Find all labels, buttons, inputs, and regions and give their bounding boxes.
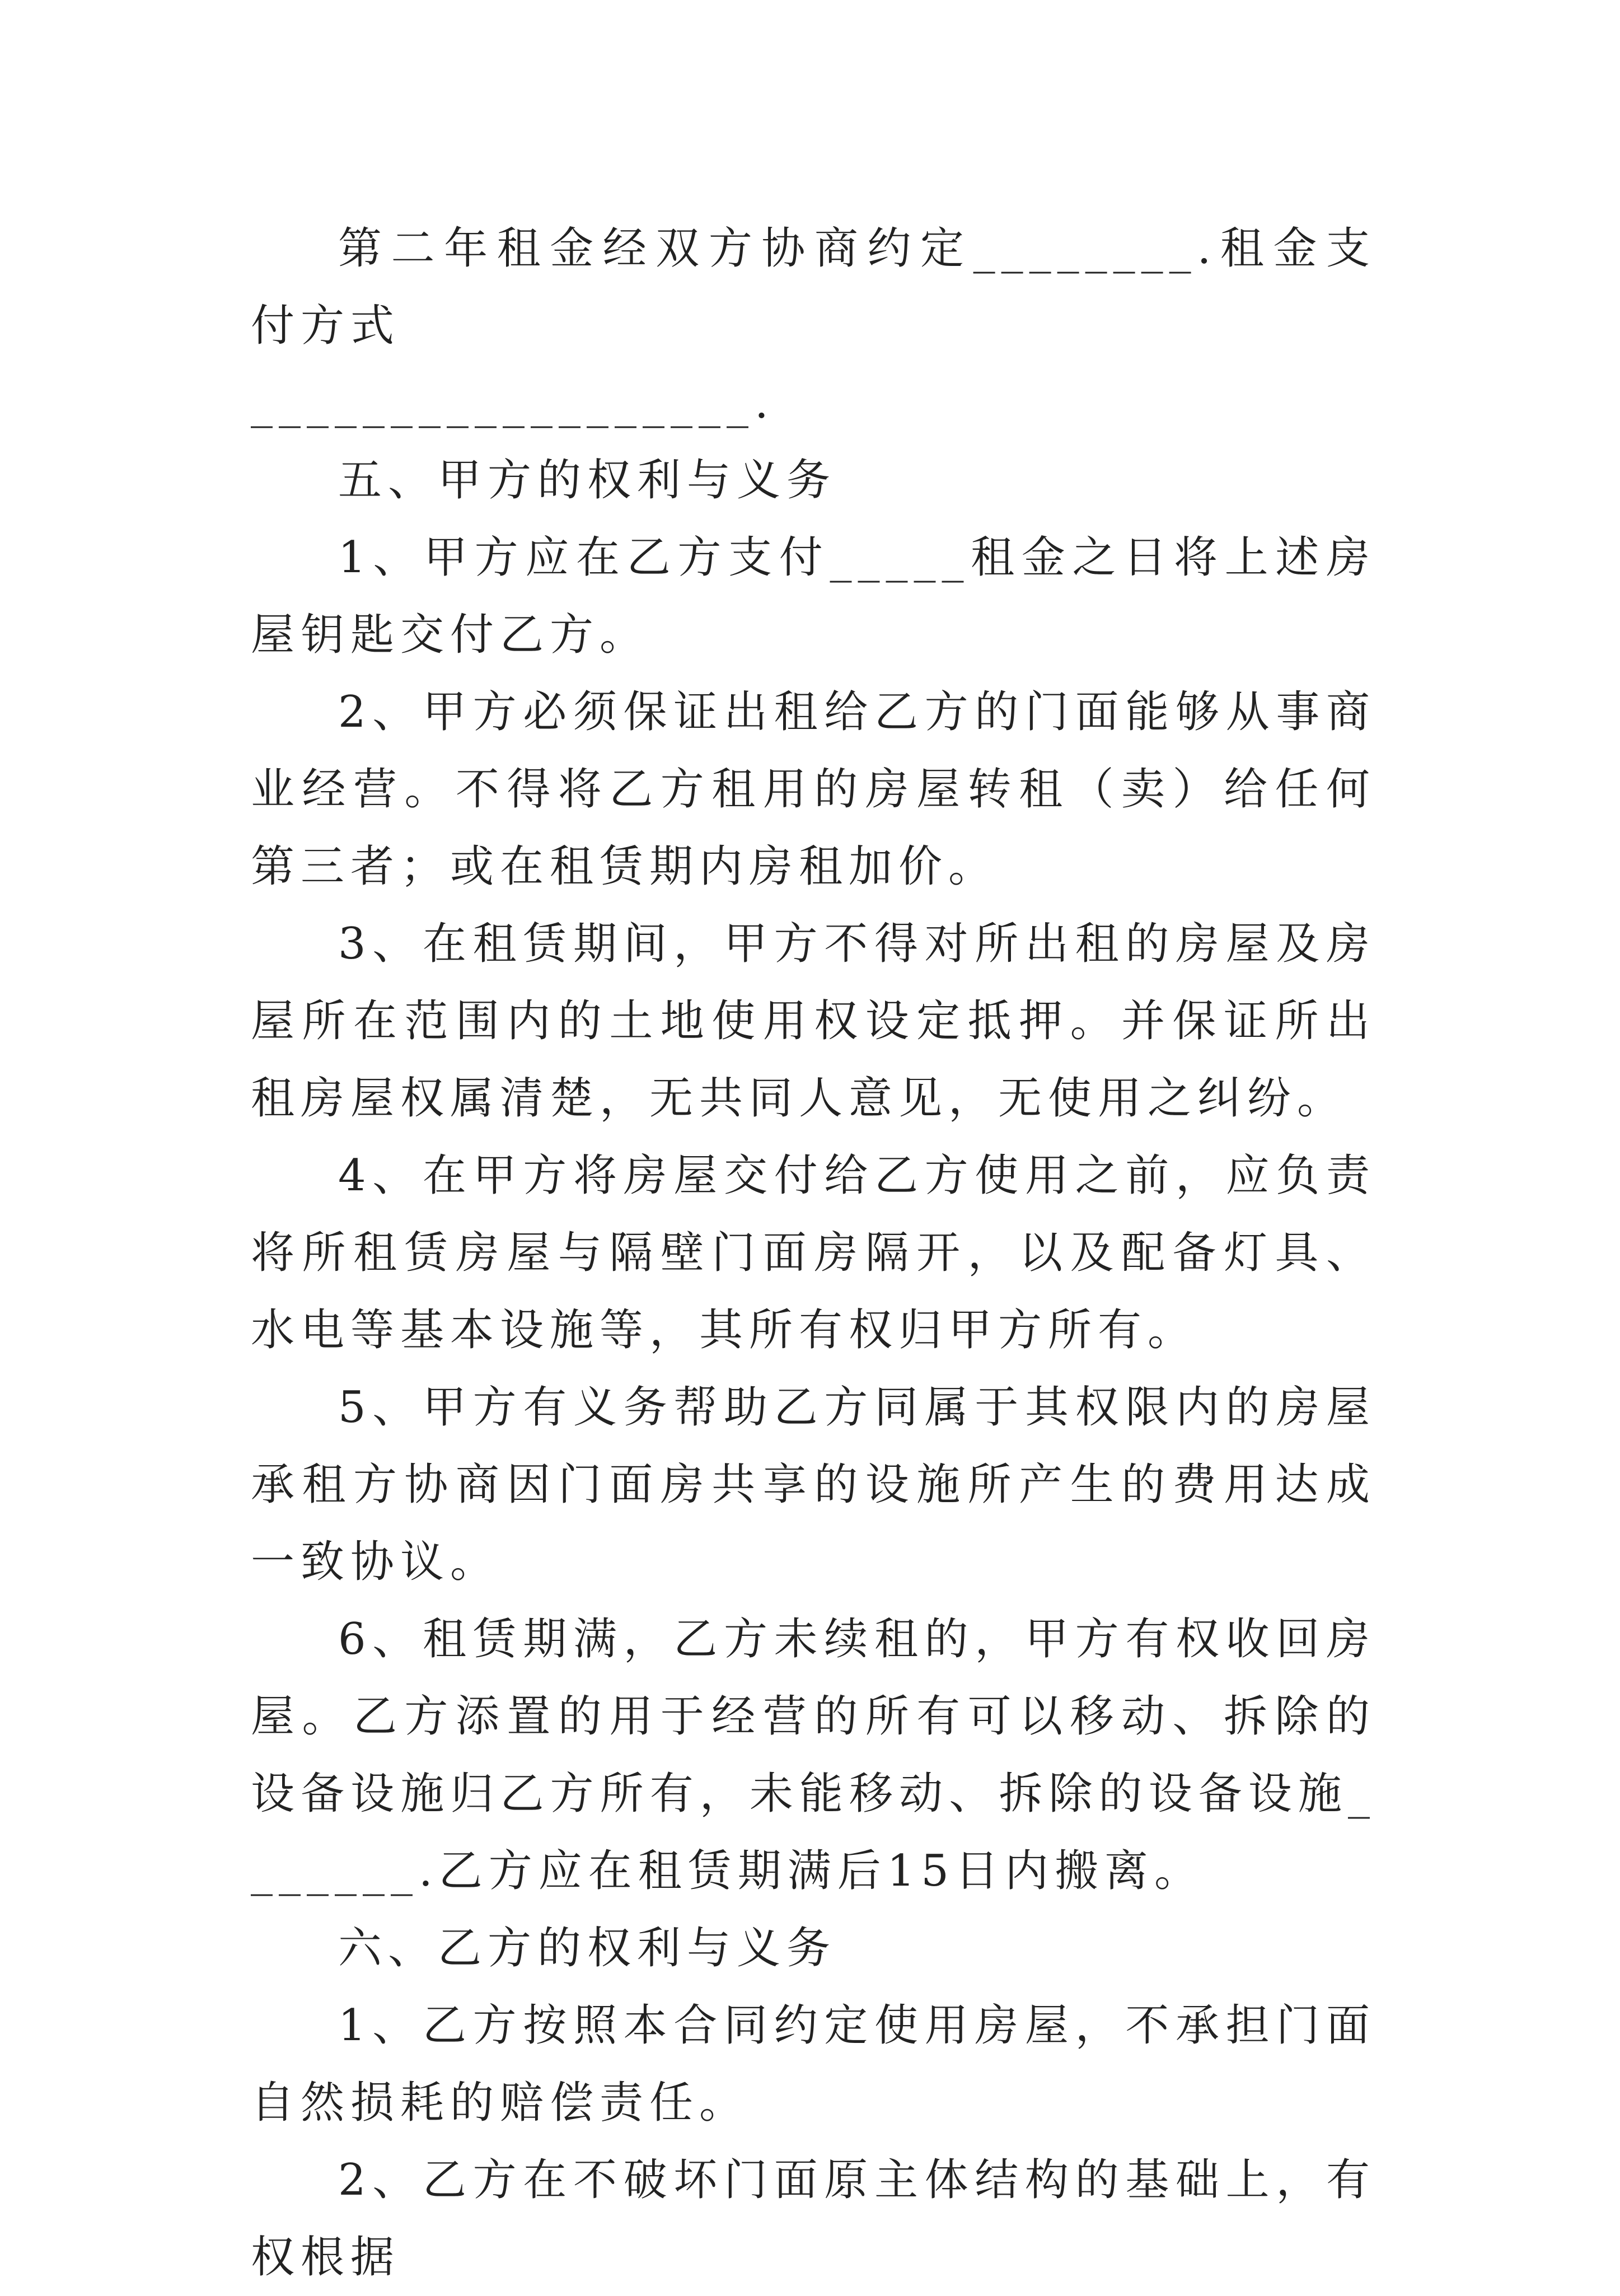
document-page bbox=[251, 210, 1376, 2296]
paragraph-5-2: 2、甲方必须保证出租给乙方的门面能够从事商业经营。不得将乙方租用的房屋转租（卖）给任何第三者；或在租赁期内房租加价。 bbox=[251, 687, 1376, 892]
heading-section-6: 六、乙方的权利与义务 bbox=[338, 1923, 837, 1974]
paragraph-5-1: 1、甲方应在乙方支付_____租金之日将上述房屋钥匙交付乙方。 bbox=[251, 532, 1376, 660]
paragraph-5-6: 6、租赁期满，乙方未续租的，甲方有权收回房屋。乙方添置的用于经营的所有可以移动、拆除的设备设施归乙方所有，未能移动、拆除的设备设施_______.乙方应在租赁期满后15日内搬离。 bbox=[251, 1614, 1376, 1896]
paragraph-5-3: 3、在租赁期间，甲方不得对所出租的房屋及房屋所在范围内的土地使用权设定抵押。并保证所出租房屋权属清楚，无共同人意见，无使用之纠纷。 bbox=[251, 919, 1376, 1124]
paragraph-second-year-rent: 第二年租金经双方协商约定________.租金支付方式 bbox=[251, 223, 1376, 351]
paragraph-5-5: 5、甲方有义务帮助乙方同属于其权限内的房屋承租方协商因门面房共享的设施所产生的费用达成一致协议。 bbox=[251, 1382, 1376, 1587]
paragraph-6-2: 2、乙方在不破坏门面原主体结构的基础上，有权根据 bbox=[251, 2155, 1376, 2283]
paragraph-payment-blank: __________________. bbox=[251, 378, 775, 428]
paragraph-5-4: 4、在甲方将房屋交付给乙方使用之前，应负责将所租赁房屋与隔壁门面房隔开，以及配备灯具、水电等基本设施等，其所有权归甲方所有。 bbox=[251, 1151, 1376, 1355]
heading-section-5: 五、甲方的权利与义务 bbox=[338, 455, 837, 506]
paragraph-6-1: 1、乙方按照本合同约定使用房屋，不承担门面自然损耗的赔偿责任。 bbox=[251, 2000, 1376, 2128]
